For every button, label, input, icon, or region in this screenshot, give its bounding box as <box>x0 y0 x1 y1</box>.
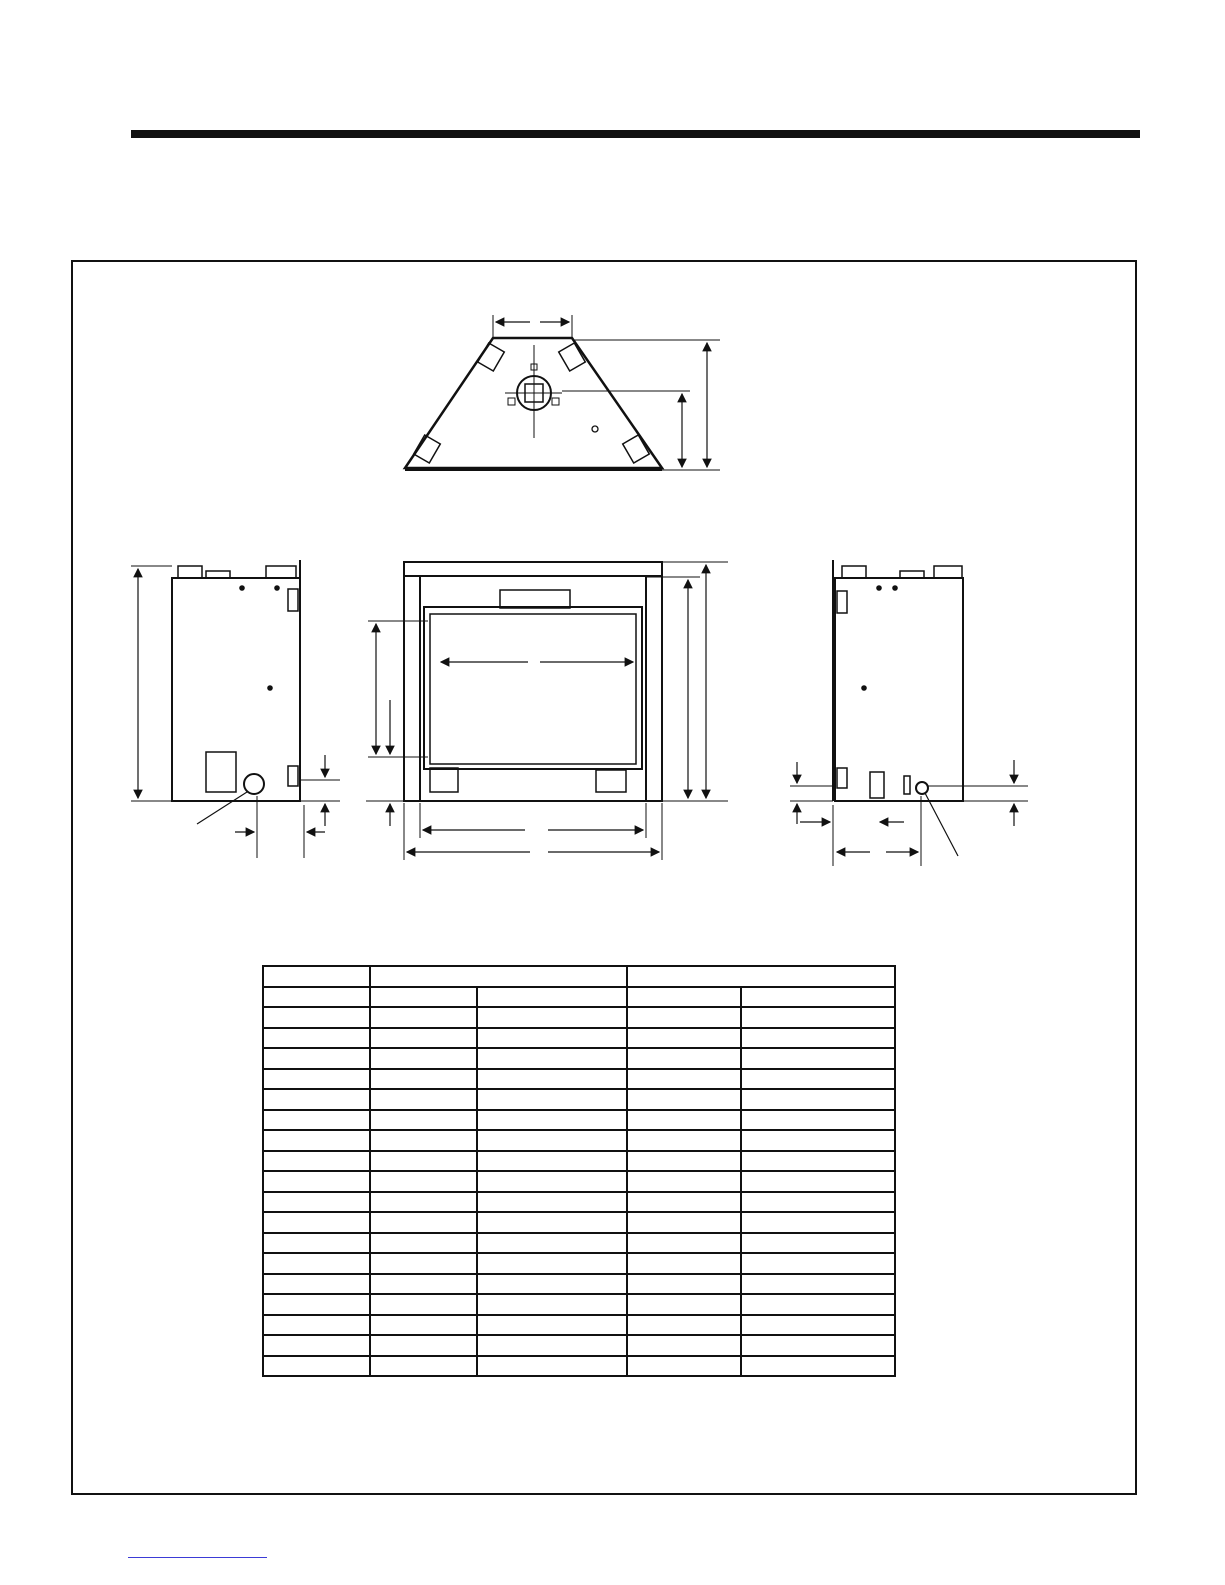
table-subheader-cell <box>370 987 477 1008</box>
table-cell <box>263 1274 370 1295</box>
right-side-view <box>790 560 1028 866</box>
table-cell <box>477 1335 627 1356</box>
table-cell <box>741 1335 895 1356</box>
table-cell <box>370 1048 477 1069</box>
table-cell <box>627 1294 741 1315</box>
table-cell <box>370 1151 477 1172</box>
table-cell <box>477 1192 627 1213</box>
table-cell <box>477 1212 627 1233</box>
table-cell <box>370 1274 477 1295</box>
table-row <box>263 1233 895 1254</box>
table-cell <box>263 1048 370 1069</box>
table-row <box>263 1151 895 1172</box>
table-cell <box>477 1069 627 1090</box>
table-cell <box>627 1212 741 1233</box>
table-row <box>263 1007 895 1028</box>
table-row <box>263 1274 895 1295</box>
table-cell <box>627 1069 741 1090</box>
table-cell <box>370 1192 477 1213</box>
table-cell <box>627 1151 741 1172</box>
table-cell <box>741 1151 895 1172</box>
table-row <box>263 1089 895 1110</box>
table-row <box>263 1069 895 1090</box>
table-cell <box>370 1007 477 1028</box>
table-cell <box>741 1171 895 1192</box>
table-cell <box>741 1048 895 1069</box>
table-cell <box>370 1356 477 1377</box>
table-header-group-row <box>263 966 895 987</box>
table-row <box>263 1192 895 1213</box>
table-cell <box>370 1130 477 1151</box>
table-cell <box>263 1130 370 1151</box>
table-subheader-cell <box>263 987 370 1008</box>
table-cell <box>627 1130 741 1151</box>
table-row <box>263 1294 895 1315</box>
table-cell <box>263 1110 370 1131</box>
gas-inlet-icon <box>244 774 264 794</box>
table-cell <box>477 1315 627 1336</box>
table-cell <box>263 1253 370 1274</box>
table-row <box>263 1212 895 1233</box>
table-subheader-cell <box>741 987 895 1008</box>
table-cell <box>741 1192 895 1213</box>
table-cell <box>627 1253 741 1274</box>
table-cell <box>477 1130 627 1151</box>
hinge-icon <box>837 768 847 788</box>
table-cell <box>477 1089 627 1110</box>
table-cell <box>627 1089 741 1110</box>
table-cell <box>741 1274 895 1295</box>
table-cell <box>477 1110 627 1131</box>
table-header-group-cell <box>263 966 370 987</box>
table-cell <box>741 1212 895 1233</box>
table-row <box>263 1028 895 1049</box>
table-cell <box>741 1007 895 1028</box>
front-view <box>366 562 728 860</box>
table-cell <box>370 1315 477 1336</box>
table-cell <box>263 1007 370 1028</box>
table-cell <box>263 1294 370 1315</box>
table-cell <box>370 1171 477 1192</box>
table-cell <box>477 1007 627 1028</box>
table-cell <box>370 1212 477 1233</box>
table-row <box>263 1335 895 1356</box>
table-cell <box>263 1089 370 1110</box>
table-cell <box>741 1069 895 1090</box>
table-cell <box>477 1028 627 1049</box>
table-cell <box>627 1335 741 1356</box>
table-header-group-cell <box>370 966 627 987</box>
left-side-view <box>131 560 340 858</box>
hinge-icon <box>837 591 847 613</box>
table-cell <box>477 1171 627 1192</box>
dimension-table <box>262 965 896 1377</box>
table-cell <box>741 1233 895 1254</box>
table-cell <box>627 1028 741 1049</box>
table-cell <box>477 1151 627 1172</box>
table-cell <box>263 1356 370 1377</box>
top-view <box>405 315 720 470</box>
table-cell <box>370 1294 477 1315</box>
table-cell <box>741 1356 895 1377</box>
table-row <box>263 1253 895 1274</box>
table-cell <box>741 1294 895 1315</box>
table-cell <box>370 1233 477 1254</box>
table-row <box>263 1356 895 1377</box>
table-cell <box>741 1089 895 1110</box>
table-cell <box>627 1356 741 1377</box>
table-cell <box>477 1356 627 1377</box>
table-header-group-cell <box>627 966 895 987</box>
table-cell <box>263 1192 370 1213</box>
table-cell <box>263 1335 370 1356</box>
table-cell <box>741 1130 895 1151</box>
table-subheader-row <box>263 987 895 1008</box>
table-cell <box>263 1212 370 1233</box>
table-cell <box>627 1048 741 1069</box>
table-cell <box>370 1335 477 1356</box>
table-cell <box>477 1048 627 1069</box>
table-row <box>263 1110 895 1131</box>
table-cell <box>370 1110 477 1131</box>
table-cell <box>263 1069 370 1090</box>
hinge-icon <box>288 766 298 786</box>
table-cell <box>627 1171 741 1192</box>
table-cell <box>263 1315 370 1336</box>
table-cell <box>263 1233 370 1254</box>
table-cell <box>263 1171 370 1192</box>
table-cell <box>370 1253 477 1274</box>
table-cell <box>741 1315 895 1336</box>
table-cell <box>741 1253 895 1274</box>
table-cell <box>627 1007 741 1028</box>
table-row <box>263 1130 895 1151</box>
table-cell <box>627 1192 741 1213</box>
table-cell <box>263 1028 370 1049</box>
table-row <box>263 1315 895 1336</box>
table-row <box>263 1048 895 1069</box>
table-cell <box>477 1253 627 1274</box>
footer-link[interactable] <box>128 1557 267 1558</box>
table-cell <box>741 1110 895 1131</box>
table-row <box>263 1171 895 1192</box>
table-cell <box>627 1274 741 1295</box>
table-cell <box>741 1028 895 1049</box>
table-subheader-cell <box>477 987 627 1008</box>
hinge-icon <box>288 589 298 611</box>
table-cell <box>370 1028 477 1049</box>
junction-box-icon <box>870 772 884 798</box>
table-cell <box>370 1069 477 1090</box>
table-cell <box>627 1315 741 1336</box>
table-subheader-cell <box>627 987 741 1008</box>
table-cell <box>627 1233 741 1254</box>
table-cell <box>477 1294 627 1315</box>
table-cell <box>477 1233 627 1254</box>
table-cell <box>263 1151 370 1172</box>
gas-inlet-icon <box>916 782 928 794</box>
valve-box-icon <box>206 752 236 792</box>
table-cell <box>627 1110 741 1131</box>
table-cell <box>477 1274 627 1295</box>
table-cell <box>370 1089 477 1110</box>
